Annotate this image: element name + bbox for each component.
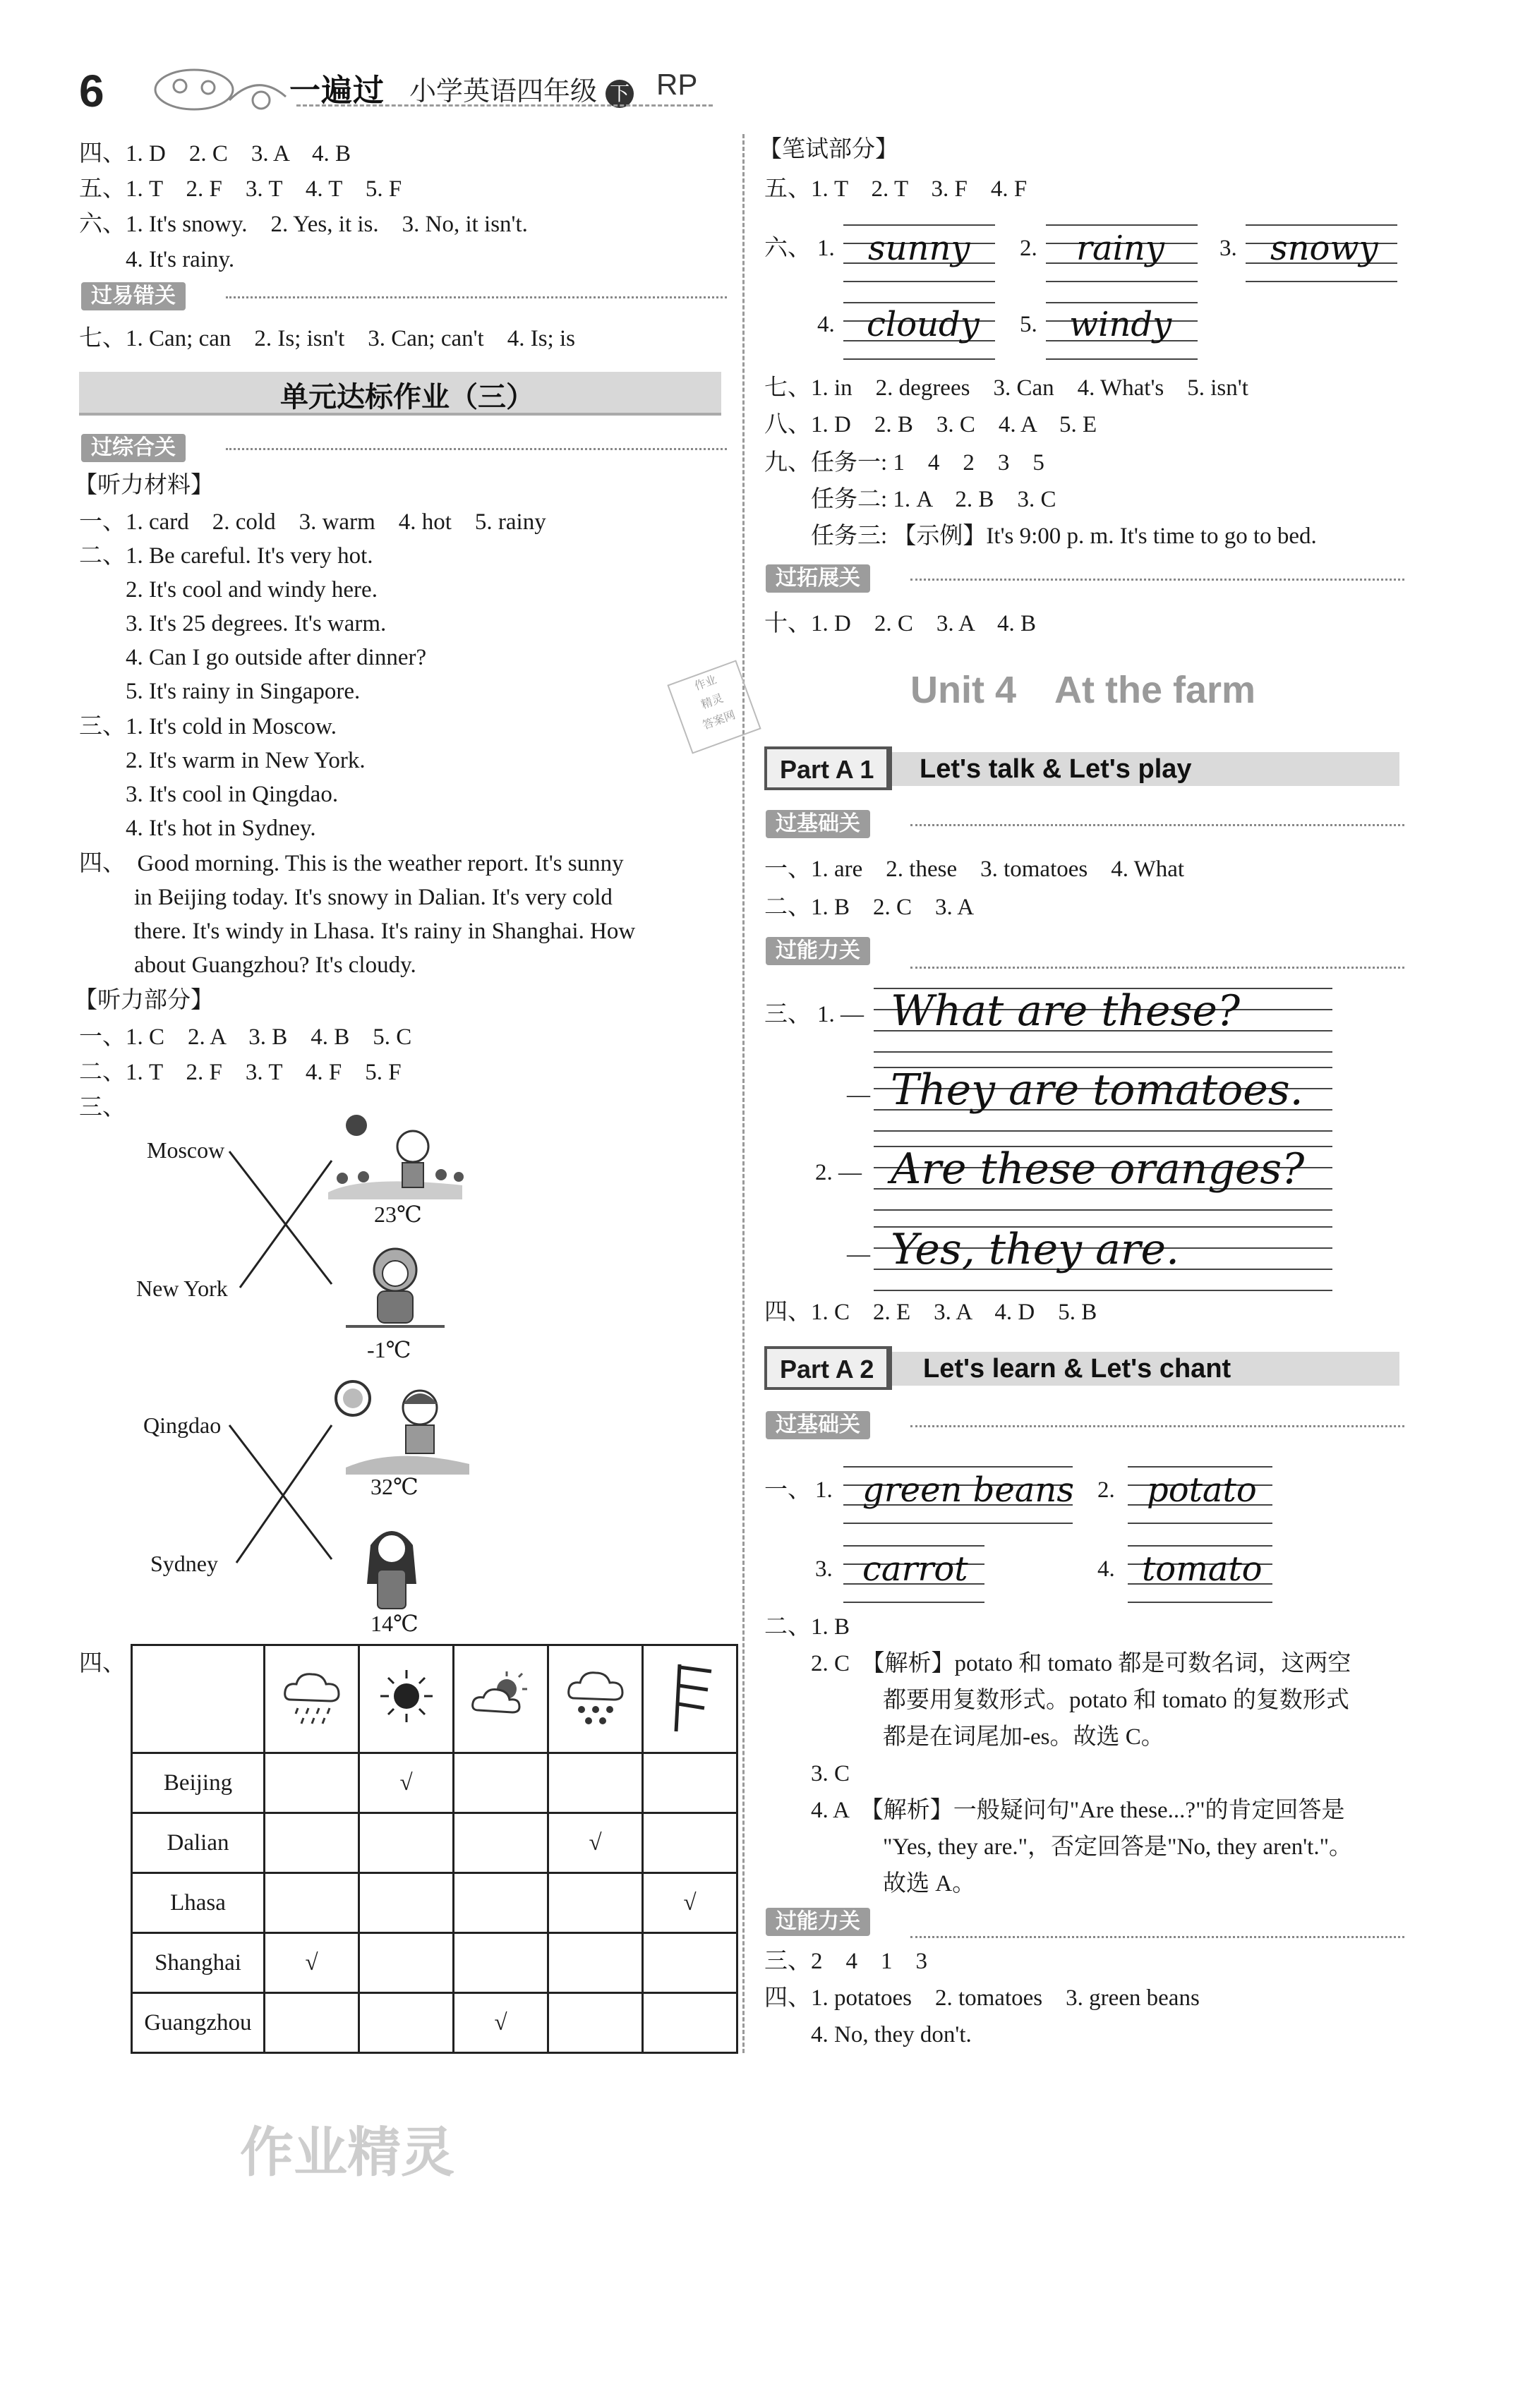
question-label: 六、 bbox=[764, 236, 811, 261]
match-line bbox=[240, 1161, 332, 1288]
answer-line: 三、2 4 1 3 bbox=[764, 1949, 927, 1974]
table-cell bbox=[359, 1993, 454, 2053]
handwritten-sentence: Yes, they are. bbox=[891, 1225, 1180, 1274]
table-cell: √ bbox=[643, 1873, 737, 1933]
table-cell: √ bbox=[454, 1993, 548, 2053]
row-city: Lhasa bbox=[132, 1873, 265, 1933]
table-row bbox=[132, 1753, 737, 1813]
item-number: 4. bbox=[817, 312, 835, 337]
handwritten-word: rainy bbox=[1076, 229, 1164, 268]
question-label: 一、 bbox=[764, 1477, 811, 1503]
answer-line: 任务三: 【示例】It's 9:00 p. m. It's time to go to bed. bbox=[764, 524, 1317, 549]
answer-line: 4. Can I go outside after dinner? bbox=[79, 645, 427, 670]
item-number: 3. bbox=[815, 1556, 833, 1582]
explanation-line: 都是在词尾加-es。故选 C。 bbox=[836, 1724, 1164, 1750]
table-cell bbox=[359, 1813, 454, 1873]
temp-label: 23℃ bbox=[374, 1202, 422, 1227]
answer-line: 七、1. in 2. degrees 3. Can 4. What's 5. isn't bbox=[764, 375, 1248, 401]
handwritten-sentence: What are these? bbox=[891, 986, 1241, 1036]
answer-line: 3. It's cool in Qingdao. bbox=[79, 782, 339, 807]
unit-banner-title: 单元达标作业（三） bbox=[280, 381, 534, 413]
item-number: 3. bbox=[1219, 236, 1237, 261]
match-line bbox=[229, 1151, 332, 1284]
cloudy-icon-cell bbox=[454, 1645, 548, 1753]
part-a2-header bbox=[764, 1346, 1399, 1390]
answer-line: 二、1. T 2. F 3. T 4. F 5. F bbox=[79, 1060, 402, 1085]
table-cell bbox=[265, 1993, 359, 2053]
paragraph-line: in Beijing today. It's snowy in Dalian. It's very cold bbox=[134, 885, 613, 910]
handwritten-word: tomato bbox=[1142, 1549, 1263, 1589]
temp-label: 14℃ bbox=[371, 1611, 418, 1636]
dotted-rule bbox=[910, 1425, 1404, 1427]
paragraph-line: 四、 Good morning. This is the weather report. It's sunny bbox=[79, 851, 624, 876]
paragraph-line: there. It's windy in Lhasa. It's rainy in Shanghai. How bbox=[134, 919, 636, 944]
section-badge-extension: 过拓展关 bbox=[766, 564, 870, 593]
answer-line: 四、1. potatoes 2. tomatoes 3. green beans bbox=[764, 1985, 1200, 2011]
table-cell bbox=[643, 1813, 737, 1873]
table-cell bbox=[454, 1873, 548, 1933]
table-corner-cell bbox=[132, 1645, 265, 1753]
city-label-qingdao: Qingdao bbox=[143, 1412, 222, 1438]
dotted-rule bbox=[226, 448, 727, 450]
stamp-text: 作业 bbox=[692, 672, 718, 694]
item-number: 1. bbox=[817, 236, 835, 261]
rainy-icon-cell bbox=[265, 1645, 359, 1753]
table-cell bbox=[265, 1873, 359, 1933]
answer-line: 一、1. are 2. these 3. tomatoes 4. What bbox=[764, 857, 1185, 882]
answer-line: 六、1. It's snowy. 2. Yes, it is. 3. No, it isn't. bbox=[79, 212, 528, 237]
handwritten-word: windy bbox=[1069, 305, 1172, 344]
table-cell: √ bbox=[359, 1753, 454, 1813]
table-cell: √ bbox=[265, 1933, 359, 1993]
dotted-rule bbox=[226, 296, 727, 298]
section-badge-basic: 过基础关 bbox=[766, 1411, 870, 1439]
table-cell bbox=[643, 1753, 737, 1813]
answer-line: 3. C bbox=[764, 1761, 850, 1786]
sunny-icon bbox=[371, 1664, 442, 1728]
row-city: Shanghai bbox=[132, 1933, 265, 1993]
windy-icon-cell bbox=[643, 1645, 737, 1753]
table-cell bbox=[548, 1933, 643, 1993]
explanation-line: 都要用复数形式。potato 和 tomato 的复数形式 bbox=[836, 1688, 1349, 1713]
matching-lines bbox=[226, 1143, 339, 1566]
cold-weather-picture-icon bbox=[339, 1242, 452, 1333]
label-listening-material: 【听力材料】 bbox=[74, 473, 214, 498]
answer-line: 4. It's hot in Sydney. bbox=[79, 816, 316, 841]
header-doodle-icon bbox=[145, 58, 293, 121]
column-divider bbox=[742, 134, 745, 2053]
cool-weather-picture-icon bbox=[346, 1517, 438, 1616]
table-cell bbox=[454, 1753, 548, 1813]
answer-line: 一、1. C 2. A 3. B 4. B 5. C bbox=[79, 1024, 412, 1050]
table-cell bbox=[265, 1753, 359, 1813]
answer-line: 4. No, they don't. bbox=[764, 2022, 972, 2047]
unit-title: Unit 4 At the farm bbox=[910, 669, 1256, 711]
handwritten-word: carrot bbox=[862, 1549, 968, 1589]
sunny-icon-cell bbox=[359, 1645, 454, 1753]
answer-line: 3. It's 25 degrees. It's warm. bbox=[79, 611, 387, 636]
table-cell bbox=[548, 1873, 643, 1933]
dotted-rule bbox=[910, 579, 1404, 581]
answer-line: 2. It's cool and windy here. bbox=[79, 577, 378, 603]
watermark-text: 作业精灵 bbox=[240, 2121, 454, 2184]
table-row bbox=[132, 1933, 737, 1993]
answer-line: 十、1. D 2. C 3. A 4. B bbox=[764, 611, 1037, 636]
answer-line: 四、1. C 2. E 3. A 4. D 5. B bbox=[764, 1300, 1097, 1325]
handwritten-sentence: They are tomatoes. bbox=[891, 1065, 1303, 1115]
table-cell bbox=[454, 1933, 548, 1993]
handwritten-word: green beans bbox=[862, 1470, 1074, 1510]
part-tag: Part A 2 bbox=[764, 1346, 892, 1390]
city-label-new-york: New York bbox=[136, 1276, 228, 1301]
unit-banner bbox=[79, 372, 721, 416]
weather-table bbox=[131, 1644, 738, 2054]
answer-line: 一、1. card 2. cold 3. warm 4. hot 5. rainy bbox=[79, 509, 546, 535]
table-cell bbox=[548, 1993, 643, 2053]
section-badge-ability: 过能力关 bbox=[766, 1908, 870, 1936]
header-rule bbox=[296, 104, 713, 107]
answer-line: 5. It's rainy in Singapore. bbox=[79, 679, 361, 704]
city-label-moscow: Moscow bbox=[147, 1137, 225, 1163]
table-cell: √ bbox=[548, 1813, 643, 1873]
answer-line: 二、1. Be careful. It's very hot. bbox=[79, 543, 373, 569]
table-label: 四、 bbox=[79, 1651, 126, 1676]
section-badge-mistakes: 过易错关 bbox=[81, 282, 186, 310]
dotted-rule bbox=[910, 967, 1404, 969]
section-badge-basic: 过基础关 bbox=[766, 810, 870, 838]
table-cell bbox=[643, 1933, 737, 1993]
snowy-icon bbox=[560, 1664, 631, 1728]
answer-line: 4. It's rainy. bbox=[79, 247, 235, 272]
item-number: 2. bbox=[1097, 1477, 1115, 1503]
table-cell bbox=[359, 1873, 454, 1933]
watermark-stamp bbox=[667, 660, 761, 754]
sentence-marker: — bbox=[847, 1242, 870, 1267]
item-number: 5. bbox=[1020, 312, 1037, 337]
header-title bbox=[409, 69, 634, 108]
windy-flag-icon bbox=[655, 1657, 725, 1735]
item-number: 4. bbox=[1097, 1556, 1115, 1582]
dotted-rule bbox=[910, 1936, 1404, 1938]
part-a1-header bbox=[764, 746, 1399, 790]
sentence-marker: — bbox=[847, 1082, 870, 1108]
handwritten-sentence: Are these oranges? bbox=[891, 1144, 1305, 1194]
handwritten-word: cloudy bbox=[867, 305, 980, 344]
temp-label: 32℃ bbox=[371, 1474, 418, 1499]
part-tag: Part A 1 bbox=[764, 746, 892, 790]
answer-line: 四、1. D 2. C 3. A 4. B bbox=[79, 141, 351, 167]
row-city: Beijing bbox=[132, 1753, 265, 1813]
answer-line: 二、1. B bbox=[764, 1614, 850, 1640]
cloudy-icon bbox=[466, 1664, 536, 1728]
label-listening-part: 【听力部分】 bbox=[74, 988, 214, 1013]
item-number: 1. bbox=[815, 1477, 833, 1503]
item-number: 2. bbox=[1020, 236, 1037, 261]
answer-line: 二、1. B 2. C 3. A bbox=[764, 895, 975, 920]
answer-line: 三、 bbox=[79, 1095, 126, 1120]
paragraph-line: about Guangzhou? It's cloudy. bbox=[134, 952, 416, 978]
answer-line: 五、1. T 2. T 3. F 4. F bbox=[764, 176, 1028, 202]
sentence-marker: 1. — bbox=[817, 1002, 864, 1027]
row-city: Dalian bbox=[132, 1813, 265, 1873]
hot-weather-picture-icon bbox=[325, 1376, 473, 1475]
table-row bbox=[132, 1813, 737, 1873]
explanation-line: 故选 A。 bbox=[836, 1871, 976, 1896]
explanation-line: 2. C 【解析】potato 和 tomato 都是可数名词，这两空 bbox=[764, 1651, 1351, 1676]
table-cell bbox=[643, 1993, 737, 2053]
city-label-sydney: Sydney bbox=[150, 1551, 218, 1576]
answer-line: 任务二: 1. A 2. B 3. C bbox=[764, 487, 1056, 512]
section-badge-comprehensive: 过综合关 bbox=[81, 434, 186, 462]
question-label: 三、 bbox=[764, 1002, 811, 1027]
header-title-text: 小学英语四年级 bbox=[409, 75, 598, 107]
snowy-icon-cell bbox=[548, 1645, 643, 1753]
answer-line: 八、1. D 2. B 3. C 4. A 5. E bbox=[764, 412, 1097, 437]
answer-line: 2. It's warm in New York. bbox=[79, 748, 366, 773]
table-cell bbox=[454, 1813, 548, 1873]
part-name: Let's learn & Let's chant bbox=[923, 1354, 1231, 1384]
part-name: Let's talk & Let's play bbox=[920, 754, 1192, 784]
table-row bbox=[132, 1873, 737, 1933]
header-volume-badge: 下 bbox=[606, 80, 634, 108]
stamp-text: 答案网 bbox=[700, 708, 737, 732]
explanation-line: "Yes, they are."，否定回答是"No, they aren't."。 bbox=[836, 1834, 1353, 1860]
handwritten-word: snowy bbox=[1270, 229, 1378, 268]
sentence-marker: 2. — bbox=[815, 1160, 862, 1185]
table-cell bbox=[359, 1933, 454, 1993]
header-brand: 一遍过 bbox=[289, 73, 385, 109]
rainy-icon bbox=[277, 1664, 347, 1728]
explanation-line: 4. A 【解析】一般疑问句"Are these...?"的肯定回答是 bbox=[764, 1798, 1345, 1823]
handwritten-word: sunny bbox=[868, 229, 970, 268]
header-edition: RP bbox=[656, 68, 698, 101]
temp-label: -1℃ bbox=[367, 1337, 411, 1362]
section-badge-ability: 过能力关 bbox=[766, 937, 870, 965]
answer-line: 三、1. It's cold in Moscow. bbox=[79, 714, 337, 739]
stamp-text: 精灵 bbox=[699, 691, 725, 712]
handwritten-word: potato bbox=[1147, 1470, 1257, 1510]
answer-line: 九、任务一: 1 4 2 3 5 bbox=[764, 450, 1044, 476]
table-header-row bbox=[132, 1645, 737, 1753]
page-number: 6 bbox=[79, 66, 104, 116]
warm-weather-picture-icon bbox=[321, 1108, 469, 1199]
table-cell bbox=[548, 1753, 643, 1813]
match-line bbox=[229, 1425, 332, 1559]
table-row bbox=[132, 1993, 737, 2053]
answer-line: 七、1. Can; can 2. Is; isn't 3. Can; can't 4. Is; is bbox=[79, 326, 575, 351]
table-cell bbox=[265, 1813, 359, 1873]
dotted-rule bbox=[910, 824, 1404, 826]
row-city: Guangzhou bbox=[132, 1993, 265, 2053]
label-written-part: 【笔试部分】 bbox=[759, 137, 898, 162]
answer-line: 五、1. T 2. F 3. T 4. T 5. F bbox=[79, 176, 402, 202]
